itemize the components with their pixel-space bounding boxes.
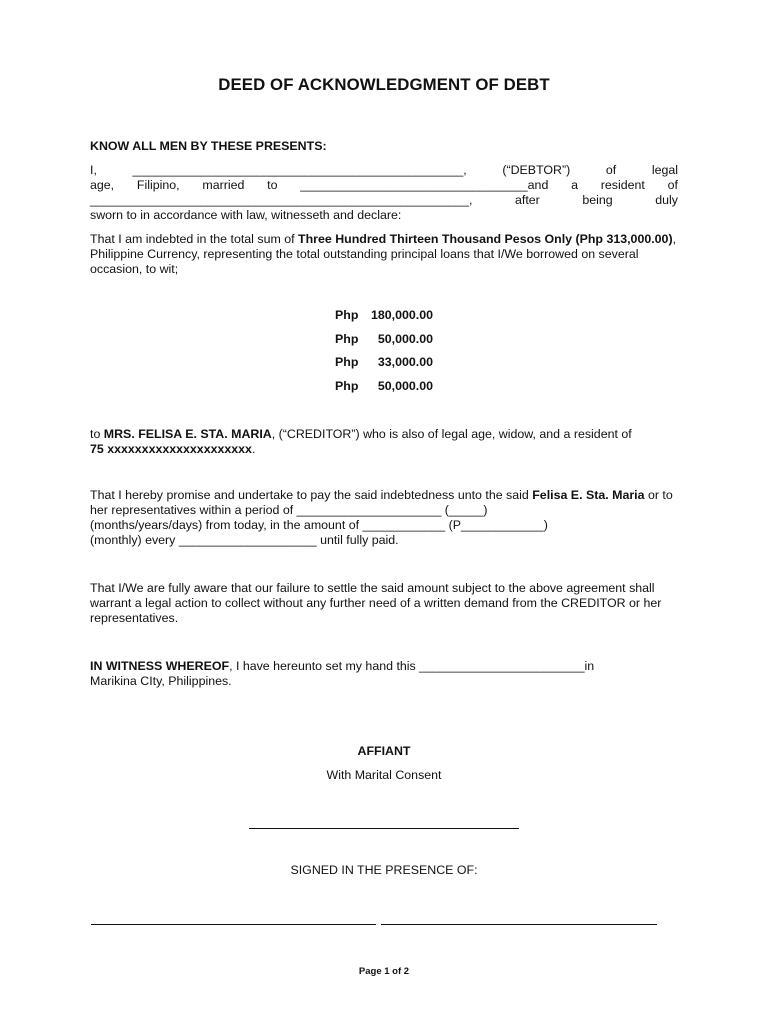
witness-rest: , I have hereunto set my hand this ________________________in: [229, 659, 595, 673]
page-number: Page 1 of 2: [358, 966, 410, 977]
promise-paragraph: [90, 488, 678, 548]
creditor-end: .: [251, 442, 256, 456]
debtor-line-2: age, Filipino, married to _________________________________and a resident of: [90, 178, 678, 192]
indebtedness-paragraph: [90, 232, 678, 277]
debtor-line-3: _______________________________________________________, after being duly: [90, 193, 678, 207]
loan-value: 50,000.00: [377, 378, 433, 393]
loan-currency: Php: [335, 355, 359, 369]
witness-signature-line-1: [91, 924, 376, 925]
signed-presence-label: SIGNED IN THE PRESENCE OF:: [290, 863, 478, 877]
loan-amount-row: [335, 355, 433, 379]
awareness-paragraph: That I/We are fully aware that our failure to settle the said amount subject to the above agreement shall warrant a legal action to collect without any further need of a written demand from the CREDITOR or her representatives.: [90, 581, 662, 625]
promise-line-2: (months/years/days) from today, in the amount of ____________ (P____________): [90, 518, 548, 532]
loan-value: 33,000.00: [377, 355, 433, 369]
promise-intro: That I hereby promise and undertake to pay the said indebtedness unto the said: [90, 488, 533, 502]
promise-line-3: (monthly) every ____________________ until fully paid.: [90, 533, 399, 547]
document-title: DEED OF ACKNOWLEDGMENT OF DEBT: [218, 75, 550, 94]
creditor-middle: , (“CREDITOR”) who is also of legal age, widow, and a resident of: [271, 427, 632, 441]
witness-whereof: IN WITNESS WHEREOF: [90, 659, 230, 673]
witness-paragraph: [90, 659, 678, 689]
promise-line1-rest: or to her representatives within a period of _____________________ (_____): [90, 488, 673, 517]
witness-line-2: Marikina CIty, Philippines.: [90, 674, 232, 688]
loan-currency: Php: [335, 378, 359, 393]
loan-amount-row: [335, 308, 433, 332]
debtor-line-1: I, ________________________________________________, (“DEBTOR”) of legal: [90, 163, 678, 177]
loan-currency: Php: [335, 308, 359, 322]
indebtedness-intro: That I am indebted in the total sum of: [90, 232, 299, 246]
promise-creditor-name: Felisa E. Sta. Maria: [532, 488, 645, 502]
spouse-signature-line: [249, 828, 519, 829]
debtor-paragraph: [90, 163, 678, 223]
creditor-name: MRS. FELISA E. STA. MARIA: [103, 427, 272, 441]
loan-value: 50,000.00: [377, 331, 433, 346]
loan-currency: Php: [335, 331, 359, 346]
loan-amount-row: [335, 332, 433, 356]
creditor-address: 75 xxxxxxxxxxxxxxxxxxxxx: [90, 442, 252, 456]
preamble-heading: KNOW ALL MEN BY THESE PRESENTS:: [90, 139, 327, 153]
loan-value: 180,000.00: [370, 308, 433, 322]
creditor-paragraph: [90, 427, 635, 457]
marital-consent-label: With Marital Consent: [326, 768, 442, 782]
affiant-label: AFFIANT: [357, 744, 411, 758]
witness-signature-line-2: [381, 924, 657, 925]
indebtedness-amount-words: Three Hundred Thirteen Thousand Pesos Only (Php 313,000.00): [298, 232, 673, 246]
loan-amounts-list: [335, 308, 433, 402]
indebtedness-rest: , Philippine Currency, representing the total outstanding principal loans that I/We borrowed on several occasion, to wit;: [90, 232, 677, 276]
loan-amount-row: [335, 379, 433, 403]
debtor-line-4: sworn to in accordance with law, witnesseth and declare:: [90, 208, 402, 222]
creditor-to: to: [90, 427, 104, 441]
